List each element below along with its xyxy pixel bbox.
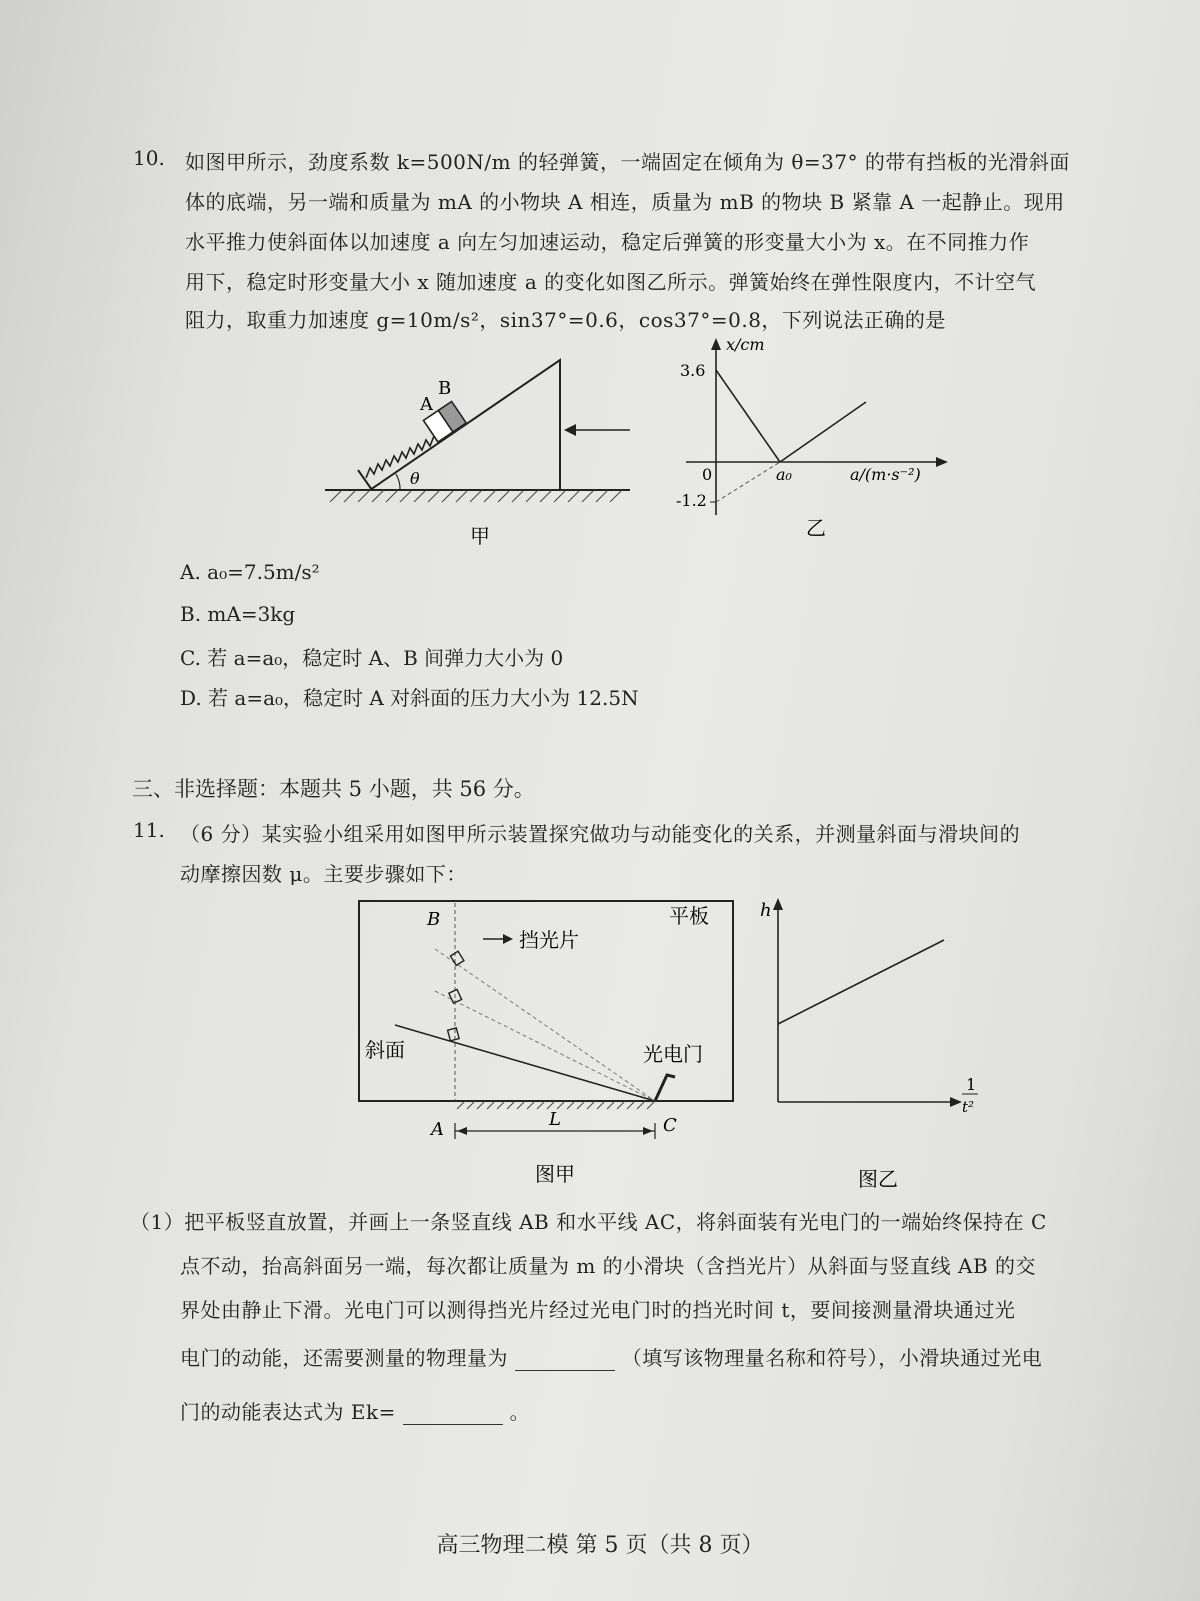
y-axis-arrow-icon (711, 338, 721, 350)
q11-figure-yi (760, 890, 990, 1195)
slider-1 (450, 951, 463, 965)
length-arrow-right-icon (643, 1127, 653, 1135)
part1-line-4 (180, 1342, 1042, 1371)
caption-tu-yi: 图乙 (858, 1167, 898, 1191)
tick-a0: a₀ (776, 465, 792, 484)
part1-line-1: （1）把平板竖直放置，并画上一条竖直线 AB 和水平线 AC，将斜面装有光电门的一端始终保持在 C (130, 1210, 1047, 1234)
x-axis-label: a/(m·s⁻²) (850, 465, 921, 484)
answer-blank-1[interactable] (515, 1348, 615, 1371)
q10-number: 10. (133, 146, 165, 170)
part1-line-3: 界处由静止下滑。光电门可以测得挡光片经过光电门时的挡光时间 t，要间接测量滑块通过光 (180, 1298, 1016, 1322)
tick-neg-1-2: -1.2 (676, 491, 707, 510)
q11-line-2: 动摩擦因数 μ。主要步骤如下： (180, 862, 467, 886)
label-slope: 斜面 (365, 1038, 405, 1062)
tick-0: 0 (702, 465, 713, 484)
h-axis-label: h (760, 900, 772, 921)
label-l: L (549, 1109, 561, 1130)
option-d: D. 若 a=a₀，稳定时 A 对斜面的压力大小为 12.5N (180, 686, 639, 710)
graph-line-increasing (780, 402, 866, 462)
q10-figure-yi (670, 330, 970, 550)
q11-line-1: （6 分）某实验小组采用如图甲所示装置探究做功与动能变化的关系，并测量斜面与滑块间的 (180, 822, 1021, 846)
label-b: B (438, 378, 452, 399)
q11-number: 11. (133, 818, 165, 842)
ground-hatching (330, 490, 622, 502)
baffle (358, 470, 372, 490)
y-axis-label: x/cm (726, 335, 765, 354)
page-footer: 高三物理二模 第 5 页（共 8 页） (436, 1533, 764, 1558)
q11-figure-jia (355, 895, 745, 1195)
option-c: C. 若 a=a₀，稳定时 A、B 间弹力大小为 0 (180, 646, 564, 670)
part1-line-2: 点不动，抬高斜面另一端，每次都让质量为 m 的小滑块（含挡光片）从斜面与竖直线 AB 的交 (180, 1254, 1037, 1278)
incline-body (370, 360, 560, 490)
q10-figure-jia (320, 350, 650, 560)
tick-3-6: 3.6 (680, 361, 706, 380)
option-a: A. a₀=7.5m/s² (180, 560, 320, 584)
h-axis-arrow-icon (773, 898, 783, 910)
photogate-icon (655, 1075, 675, 1101)
x-axis-arrow-icon (936, 457, 948, 467)
x-label-denominator: t² (962, 1098, 975, 1116)
label-shutter: 挡光片 (519, 928, 579, 952)
ac-hatching (457, 1101, 655, 1109)
part1-line-5-text: 门的动能表达式为 Ek= (180, 1400, 396, 1424)
caption-jia: 甲 (470, 524, 490, 548)
shutter-arrow-head-icon (503, 934, 513, 944)
q10-line-5: 阻力，取重力加速度 g=10m/s²，sin37°=0.6，cos37°=0.8，下列说法正确的是 (185, 308, 946, 332)
label-theta: θ (410, 469, 420, 488)
q10-line-2: 体的底端，另一端和质量为 mA 的小物块 A 相连，质量为 mB 的物块 B 紧靠 A 一起静止。现用 (185, 190, 1065, 214)
section-3-heading: 三、非选择题：本题共 5 小题，共 56 分。 (132, 777, 535, 801)
angle-arc (396, 474, 400, 490)
length-arrow-left-icon (457, 1127, 467, 1135)
option-b: B. mA=3kg (180, 602, 296, 626)
part1-line-4-text: 电门的动能，还需要测量的物理量为 (180, 1346, 508, 1370)
label-gate: 光电门 (643, 1042, 703, 1066)
graph-dashed-extension (716, 462, 780, 502)
label-a-point: A (431, 1119, 444, 1140)
caption-yi: 乙 (806, 516, 826, 540)
answer-blank-2[interactable] (403, 1402, 503, 1425)
h-graph-line (778, 940, 944, 1024)
caption-tu-jia: 图甲 (535, 1162, 575, 1186)
label-board: 平板 (669, 904, 709, 928)
label-c-point: C (663, 1115, 677, 1136)
part1-line-4-tail: （填写该物理量名称和符号），小滑块通过光电 (621, 1346, 1043, 1370)
part1-line-5-end: 。 (509, 1400, 531, 1424)
q10-line-4: 用下，稳定时形变量大小 x 随加速度 a 的变化如图乙所示。弹簧始终在弹性限度内，不计空气 (185, 270, 1037, 294)
x-label-numerator: 1 (966, 1075, 977, 1094)
spring-icon (366, 436, 438, 478)
label-b-point: B (427, 909, 441, 930)
label-a: A (420, 394, 433, 415)
part1-line-5 (180, 1396, 530, 1425)
push-arrow-head-icon (564, 424, 576, 436)
q10-line-3: 水平推力使斜面体以加速度 a 向左匀加速运动，稳定后弹簧的形变量大小为 x。在不同推力作 (185, 230, 1030, 254)
graph-line-decreasing (716, 370, 780, 462)
slope-dashed-1 (435, 949, 655, 1101)
q10-line-1: 如图甲所示，劲度系数 k=500N/m 的轻弹簧，一端固定在倾角为 θ=37° 的带有挡板的光滑斜面 (185, 150, 1070, 174)
slider-3 (448, 1028, 460, 1041)
inv-t2-axis-arrow-icon (950, 1097, 962, 1107)
